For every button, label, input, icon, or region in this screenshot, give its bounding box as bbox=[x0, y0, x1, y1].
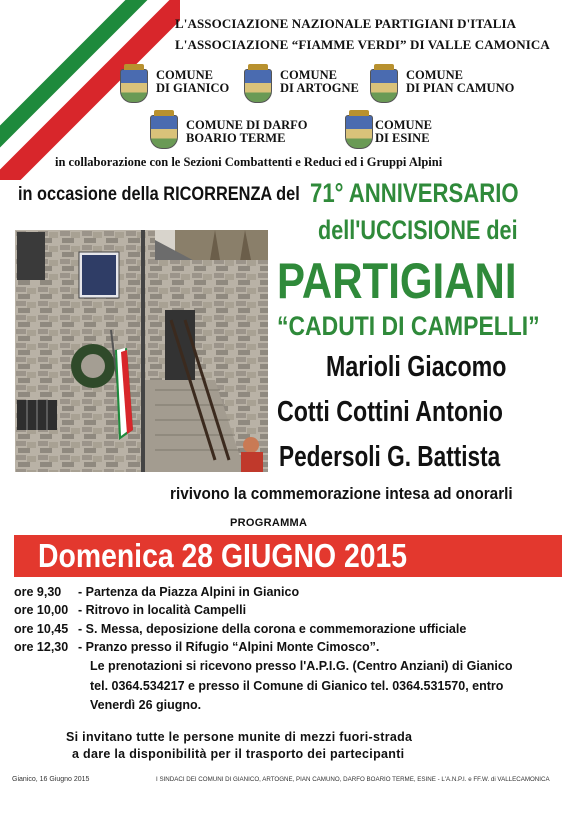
anniversary-title: 71° ANNIVERSARIO bbox=[310, 178, 519, 208]
crest-icon bbox=[150, 115, 178, 149]
partigiani-title: PARTIGIANI bbox=[277, 253, 517, 309]
invito-line: Si invitano tutte le persone munite di mezzi fuori-strada bbox=[66, 730, 413, 744]
invito-line: a dare la disponibilità per il trasporto dei partecipanti bbox=[72, 747, 405, 761]
prenotazioni-line: Le prenotazioni si ricevono presso l'A.P.I.G. (Centro Anziani) di Gianico bbox=[90, 659, 513, 673]
crest-icon bbox=[120, 69, 148, 103]
footer-date: Gianico, 16 Giugno 2015 bbox=[12, 776, 90, 783]
prenotazioni-line: tel. 0364.534217 e presso il Comune di Gianico tel. 0364.531570, entro bbox=[90, 679, 504, 693]
footer-sindaci: I SINDACI DEI COMUNI DI GIANICO, ARTOGNE, PIAN CAMUNO, DARFO BOARIO TERME, ESINE - L'A.N.P.I. e FF.W. di VALLECAMONICA bbox=[156, 776, 550, 783]
collaboration-line: in collaborazione con le Sezioni Combattenti e Reduci ed i Gruppi Alpini bbox=[55, 155, 443, 169]
program-row: ore 12,30 - Pranzo presso il Rifugio “Alpini Monte Cimosco”. bbox=[14, 640, 380, 654]
occasion-prefix: in occasione della RICORRENZA del bbox=[18, 184, 300, 205]
date-banner-text: Domenica 28 GIUGNO 2015 bbox=[38, 537, 408, 574]
memorial-photo bbox=[15, 230, 268, 472]
italian-flag-corner bbox=[0, 0, 180, 180]
assoc-fiamme-verdi: L'ASSOCIAZIONE “FIAMME VERDI” DI VALLE CAMONICA bbox=[175, 37, 550, 52]
crest-icon bbox=[370, 69, 398, 103]
crest-icon bbox=[345, 115, 373, 149]
programma-label: PROGRAMMA bbox=[230, 517, 308, 529]
rivivono-line: rivivono la commemorazione intesa ad onorarli bbox=[170, 484, 513, 503]
crest-icon bbox=[244, 69, 272, 103]
uccisione-line: dell'UCCISIONE dei bbox=[318, 215, 518, 245]
caduti-line: “CADUTI DI CAMPELLI” bbox=[277, 311, 540, 341]
prenotazioni-line: Venerdì 26 giugno. bbox=[90, 698, 202, 712]
assoc-anpi: L'ASSOCIAZIONE NAZIONALE PARTIGIANI D'ITALIA bbox=[175, 16, 517, 31]
name-marioli: Marioli Giacomo bbox=[326, 351, 507, 383]
name-cotti: Cotti Cottini Antonio bbox=[277, 396, 503, 428]
program-row: ore 10,45 - S. Messa, deposizione della corona e commemorazione ufficiale bbox=[14, 622, 467, 636]
program-row: ore 9,30 - Partenza da Piazza Alpini in Gianico bbox=[14, 585, 300, 599]
program-row: ore 10,00 - Ritrovo in località Campelli bbox=[14, 603, 247, 617]
name-pedersoli: Pedersoli G. Battista bbox=[279, 441, 501, 473]
